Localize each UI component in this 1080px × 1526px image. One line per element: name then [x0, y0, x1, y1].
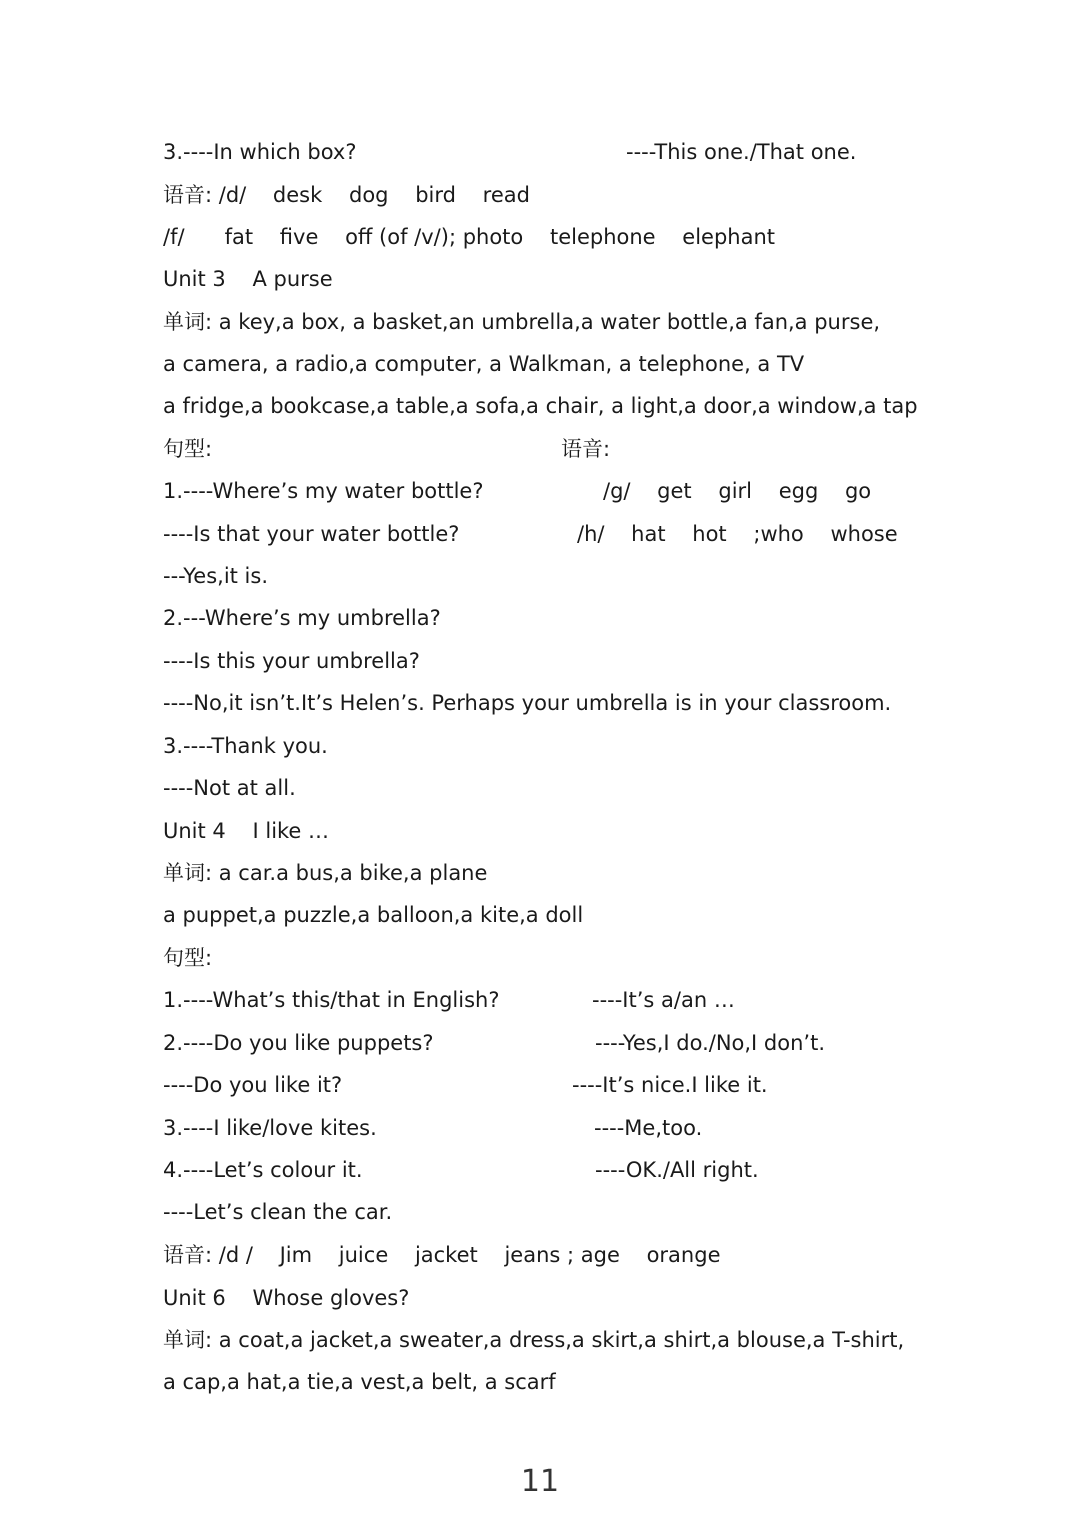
- text-line-right: ----This one./That one.: [626, 140, 857, 164]
- unit-heading: Unit 6 Whose gloves?: [163, 1286, 410, 1310]
- text-line: 2.---Where’s my umbrella?: [163, 606, 441, 630]
- text-line-right: ----OK./All right.: [595, 1158, 759, 1182]
- text-line: ----Do you like it?: [163, 1073, 343, 1097]
- text-line: 句型:: [163, 437, 213, 461]
- text-line: 句型:: [163, 946, 213, 970]
- text-line-right: ----It’s a/an …: [592, 988, 735, 1012]
- text-line-right: /h/ hat hot ;who whose: [577, 522, 898, 546]
- text-line: 单词: a coat,a jacket,a sweater,a dress,a skirt,a shirt,a blouse,a T-shirt,: [163, 1328, 905, 1352]
- text-line: a camera, a radio,a computer, a Walkman, a telephone, a TV: [163, 352, 805, 376]
- text-line: a cap,a hat,a tie,a vest,a belt, a scarf: [163, 1370, 556, 1394]
- text-line: ----Is that your water bottle?: [163, 522, 460, 546]
- text-line: ----Not at all.: [163, 776, 296, 800]
- text-line: ----Let’s clean the car.: [163, 1200, 393, 1224]
- text-line: /f/ fat five off (of /v/); photo telephone elephant: [163, 225, 776, 249]
- text-line: 2.----Do you like puppets?: [163, 1031, 434, 1055]
- text-line-right: /g/ get girl egg go: [603, 479, 872, 503]
- text-line: a fridge,a bookcase,a table,a sofa,a chair, a light,a door,a window,a tap: [163, 394, 918, 418]
- text-line: 4.----Let’s colour it.: [163, 1158, 363, 1182]
- text-line: 语音: /d / Jim juice jacket jeans ; age orange: [163, 1243, 721, 1267]
- text-line: 3.----In which box?: [163, 140, 357, 164]
- text-line: 语音: /d/ desk dog bird read: [163, 183, 530, 207]
- text-line: ----Is this your umbrella?: [163, 649, 420, 673]
- text-line: 1.----What’s this/that in English?: [163, 988, 500, 1012]
- text-line: 3.----Thank you.: [163, 734, 328, 758]
- text-line: a puppet,a puzzle,a balloon,a kite,a doll: [163, 903, 584, 927]
- unit-heading: Unit 4 I like …: [163, 819, 330, 843]
- text-line-right: ----Yes,I do./No,I don’t.: [595, 1031, 825, 1055]
- text-line: ----No,it isn’t.It’s Helen’s. Perhaps your umbrella is in your classroom.: [163, 691, 892, 715]
- text-line: 1.----Where’s my water bottle?: [163, 479, 484, 503]
- text-line-right: 语音:: [561, 437, 611, 461]
- text-line-right: ----It’s nice.I like it.: [572, 1073, 768, 1097]
- text-line-right: ----Me,too.: [594, 1116, 703, 1140]
- text-line: ---Yes,it is.: [163, 564, 269, 588]
- text-line: 3.----I like/love kites.: [163, 1116, 377, 1140]
- text-line: 单词: a car.a bus,a bike,a plane: [163, 861, 488, 885]
- page-number: 11: [520, 1464, 560, 1499]
- unit-heading: Unit 3 A purse: [163, 267, 333, 291]
- text-line: 单词: a key,a box, a basket,an umbrella,a water bottle,a fan,a purse,: [163, 310, 881, 334]
